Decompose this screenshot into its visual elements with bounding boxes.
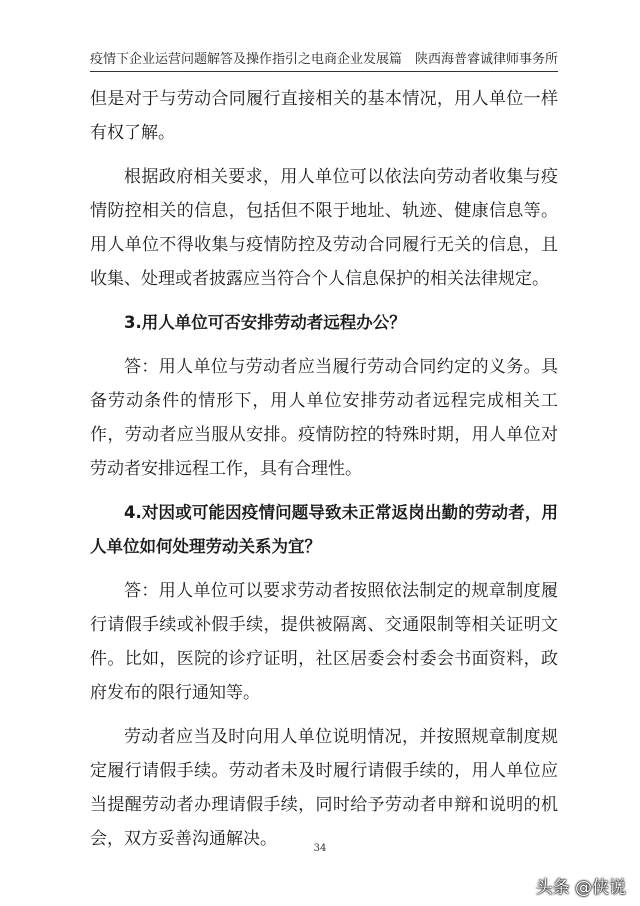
question-4-heading: 4.对因或可能因疫情问题导致未正常返岗出勤的劳动者，用人单位如何处理劳动关系为宜？ — [90, 503, 558, 556]
header-firm: 陕西海普睿诚律师事务所 — [414, 52, 558, 67]
answer-3-paragraph: 答：用人单位与劳动者应当履行劳动合同约定的义务。具备劳动条件的情形下，用人单位安排劳动者远程完成相关工作，劳动者应当服从安排。疫情防控的特殊时期，用人单位对劳动者安排远程工作，具有合理性。 — [90, 357, 558, 479]
header-rule — [90, 71, 558, 72]
paragraph-info-collection: 根据政府相关要求，用人单位可以依法向劳动者收集与疫情防控相关的信息，包括但不限于地址、轨迹、健康信息等。用人单位不得收集与疫情防控及劳动合同履行无关的信息，且收集、处理或者披露应当符合个人信息保护的相关法律规定。 — [90, 167, 558, 289]
page-number: 34 — [313, 843, 327, 854]
header-title: 疫情下企业运营问题解答及操作指引之电商企业发展篇 — [90, 52, 403, 67]
watermark: 头条 @侠说 — [535, 878, 626, 898]
paragraph-leave-procedure: 劳动者应当及时向用人单位说明情况，并按照规章制度规定履行请假手续。劳动者未及时履行请假手续的，用人单位应当提醒劳动者办理请假手续，同时给予劳动者申辩和说明的机会，双方妥善沟通解决。 — [90, 727, 558, 849]
paragraph-continuation: 但是对于与劳动合同履行直接相关的基本情况，用人单位一样有权了解。 — [90, 89, 558, 143]
page-header — [90, 48, 558, 67]
question-3-heading: 3.用人单位可否安排劳动者远程办公？ — [124, 313, 406, 332]
answer-4-paragraph: 答：用人单位可以要求劳动者按照依法制定的规章制度履行请假手续或补假手续，提供被隔离、交通限制等相关证明文件。比如，医院的诊疗证明，社区居委会村委会书面资料，政府发布的限行通知等。 — [90, 581, 558, 703]
page-body — [90, 82, 558, 866]
